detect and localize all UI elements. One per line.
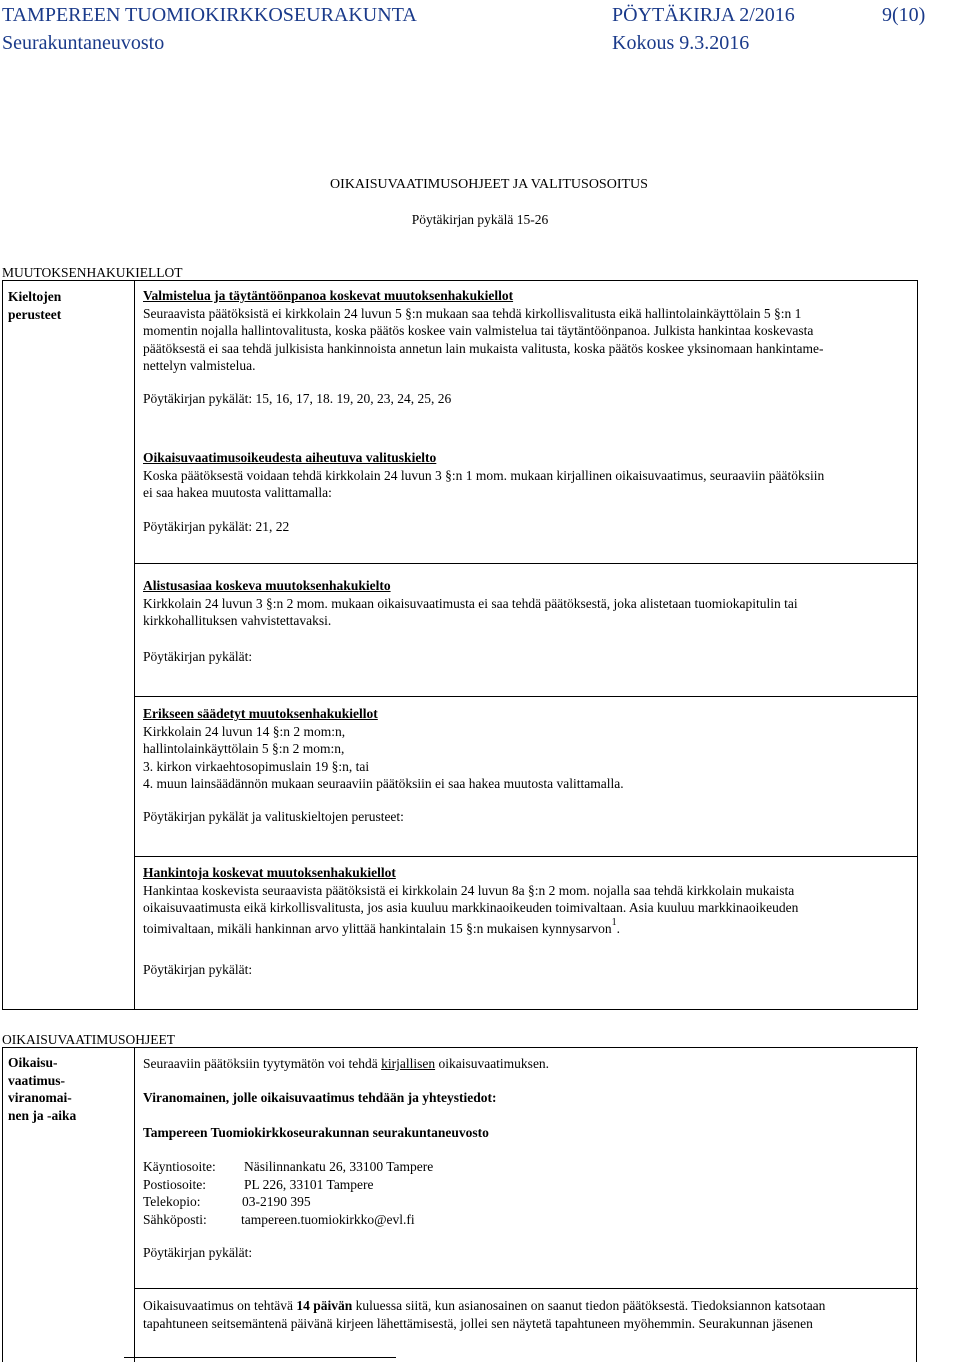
block-line: 4. muun lainsäädännön mukaan seuraaviin päätöksiin ei saa hakea muutosta valittamalla. bbox=[143, 776, 624, 791]
block-valmistelu bbox=[143, 287, 823, 375]
intro-after: oikaisuvaatimuksen. bbox=[435, 1056, 550, 1071]
deadline-before: Oikaisuvaatimus on tehtävä bbox=[143, 1298, 297, 1313]
intro-emphasis: kirjallisen bbox=[381, 1056, 436, 1071]
restrictions-row-divider-2 bbox=[134, 696, 918, 697]
block-hankinnat bbox=[143, 864, 798, 917]
intro-before: Seuraaviin päätöksiin tyytymätön voi tehdä bbox=[143, 1056, 382, 1071]
instructions-table-right bbox=[916, 1047, 917, 1362]
restrictions-row-divider-1 bbox=[134, 563, 918, 564]
block-line: Kirkkolain 24 luvun 14 §:n 2 mom:n, bbox=[143, 723, 346, 739]
contact-list bbox=[143, 1158, 563, 1228]
deadline-bold: 14 päivän bbox=[296, 1298, 353, 1313]
side-label-line: perusteet bbox=[8, 306, 62, 322]
block-line: ei saa hakea muutosta valittamalla: bbox=[143, 485, 332, 500]
block-line: Seuraavista päätöksistä ei kirkkolain 24 luvun 5 §:n mukaan saa tehdä kirkollisvalitusta eikä hallintolainkäyttölain 5 §:n 1 bbox=[143, 305, 802, 321]
contact-row-sahkoposti bbox=[143, 1211, 563, 1229]
block-line: nettelyn valmistelua. bbox=[143, 358, 256, 373]
block-title: Oikaisuvaatimusoikeudesta aiheutuva valituskielto bbox=[143, 450, 437, 465]
authority-heading: Viranomainen, jolle oikaisuvaatimus tehdään ja yhteystiedot: bbox=[143, 1090, 497, 1105]
contact-row-telekopio bbox=[143, 1193, 563, 1211]
side-label-line: vaatimus- bbox=[8, 1072, 65, 1088]
last-line-end: . bbox=[616, 921, 621, 936]
block-valmistelu-paragraphs: Pöytäkirjan pykälät: 15, 16, 17, 18. 19, 20, 23, 24, 25, 26 bbox=[143, 391, 452, 406]
instructions-paragraphs: Pöytäkirjan pykälät: bbox=[143, 1245, 253, 1260]
header-meeting: Kokous 9.3.2016 bbox=[612, 32, 750, 54]
block-alistusasia bbox=[143, 577, 798, 630]
authority-name: Tampereen Tuomiokirkkoseurakunnan seurakuntaneuvosto bbox=[143, 1125, 489, 1140]
block-erikseen-saadetyt-paragraphs: Pöytäkirjan pykälät ja valituskieltojen perusteet: bbox=[143, 809, 404, 824]
block-line: Koska päätöksestä voidaan tehdä kirkkolain 24 luvun 3 §:n 1 mom. mukaan kirjallinen oikaisuvaatimus, seuraaviin päätöksiin bbox=[143, 467, 825, 483]
contact-value: Näsilinnankatu 26, 33100 Tampere bbox=[244, 1159, 434, 1174]
instructions-table-top bbox=[2, 1047, 918, 1048]
block-alistusasia-paragraphs: Pöytäkirjan pykälät: bbox=[143, 649, 253, 664]
deadline-text bbox=[143, 1297, 825, 1332]
header-body: Seurakuntaneuvosto bbox=[2, 32, 165, 54]
header-page: 9(10) bbox=[882, 4, 926, 26]
block-title: Hankintoja koskevat muutoksenhakukiellot bbox=[143, 865, 396, 880]
instructions-table-left bbox=[2, 1047, 3, 1362]
block-line: Hankintaa koskevista seuraavista päätöksistä ei kirkkolain 24 luvun 8a §:n 2 mom. nojalla saa tehdä kirkkolain mukaista bbox=[143, 882, 795, 898]
contact-row-posti bbox=[143, 1176, 563, 1194]
contact-key: Käyntiosoite: bbox=[143, 1159, 216, 1174]
instructions-intro bbox=[143, 1055, 549, 1073]
section-heading-muutoksenhakukiellot: MUUTOKSENHAKUKIELLOT bbox=[2, 265, 183, 280]
contact-value[interactable]: tampereen.tuomiokirkko@evl.fi bbox=[241, 1211, 415, 1227]
block-line: 3. kirkon virkaehtosopimuslain 19 §:n, tai bbox=[143, 758, 370, 774]
side-label-line: nen ja -aika bbox=[8, 1107, 77, 1123]
block-title: Alistusasiaa koskeva muutoksenhakukielto bbox=[143, 578, 391, 593]
section-heading-oikaisuvaatimusohjeet: OIKAISUVAATIMUSOHJEET bbox=[2, 1032, 176, 1047]
side-label-kieltojen-perusteet bbox=[8, 288, 61, 323]
block-line: Kirkkolain 24 luvun 3 §:n 2 mom. mukaan oikaisuvaatimusta ei saa tehdä päätöksestä, joka alistetaan tuomiokapitulin tai bbox=[143, 595, 798, 611]
instructions-row-divider bbox=[134, 1288, 918, 1289]
block-erikseen-saadetyt bbox=[143, 705, 624, 793]
block-title: Erikseen säädetyt muutoksenhakukiellot bbox=[143, 706, 378, 721]
contact-value: PL 226, 33101 Tampere bbox=[244, 1176, 374, 1192]
main-title: OIKAISUVAATIMUSOHJEET JA VALITUSOSOITUS bbox=[330, 177, 648, 192]
side-label-line: Kieltojen bbox=[8, 289, 62, 304]
block-line: hallintolainkäyttölain 5 §:n 2 mom:n, bbox=[143, 741, 345, 756]
deadline-after: kuluessa siitä, kun asianosainen on saanut tiedon päätöksestä. Tiedoksiannon katsotaan bbox=[352, 1298, 826, 1313]
side-label-line: viranomai- bbox=[8, 1090, 72, 1105]
block-line: oikaisuvaatimusta eikä kirkollisvalitusta, jos asia kuuluu markkinaoikeuden toimivaltaan. Asia kuuluu markkinaoikeuden bbox=[143, 900, 799, 915]
header-org: TAMPEREEN TUOMIOKIRKKOSEURAKUNTA bbox=[2, 4, 417, 26]
block-line: momentin nojalla hallintovalitusta, koska päätös koskee vain valmistelua tai täytäntöönpanoa. Julkista hankintaa koskevasta bbox=[143, 323, 814, 338]
last-line-text: toimivaltaan, mikäli hankinnan arvo ylittää hankintalain 15 §:n mukaisen kynnysarvon bbox=[143, 921, 612, 936]
block-title: Valmistelua ja täytäntöönpanoa koskevat muutoksenhakukiellot bbox=[143, 288, 514, 303]
header-doc: PÖYTÄKIRJA 2/2016 bbox=[612, 4, 795, 26]
contact-row-kaynti bbox=[143, 1158, 563, 1176]
block-oikaisuvaatimusoikeus-paragraphs: Pöytäkirjan pykälät: 21, 22 bbox=[143, 519, 290, 534]
contact-value: 03-2190 395 bbox=[242, 1194, 311, 1209]
block-oikaisuvaatimusoikeus bbox=[143, 449, 824, 502]
contact-key: Sähköposti: bbox=[143, 1211, 207, 1227]
deadline-line2: tapahtuneen seitsemäntenä päivänä kirjeen lähettämisestä, jollei sen näytetä tapahtuneen myöhemmin. Seurakunnan jäsenen bbox=[143, 1315, 813, 1331]
restrictions-table-divider bbox=[134, 280, 135, 1010]
side-label-oikaisuvaatimusviranomainen bbox=[8, 1054, 76, 1124]
instructions-table-divider bbox=[134, 1047, 135, 1362]
restrictions-row-divider-3 bbox=[134, 856, 918, 857]
footnote-mark[interactable]: 1 bbox=[611, 917, 617, 928]
subtitle: Pöytäkirjan pykälä 15-26 bbox=[411, 212, 549, 227]
block-line: päätöksestä ei saa tehdä julkisista hankinnoista annetun lain mukaista valitusta, koska päätös koskee yksinomaan hankintame- bbox=[143, 340, 824, 356]
footnote-separator bbox=[124, 1357, 396, 1358]
side-label-line: Oikaisu- bbox=[8, 1055, 58, 1070]
contact-key: Postiosoite: bbox=[143, 1176, 207, 1192]
block-hankinnat-last-line bbox=[143, 917, 621, 940]
contact-key: Telekopio: bbox=[143, 1194, 201, 1209]
block-line: kirkkohallituksen vahvistettavaksi. bbox=[143, 613, 332, 628]
block-hankinnat-paragraphs: Pöytäkirjan pykälät: bbox=[143, 962, 253, 977]
